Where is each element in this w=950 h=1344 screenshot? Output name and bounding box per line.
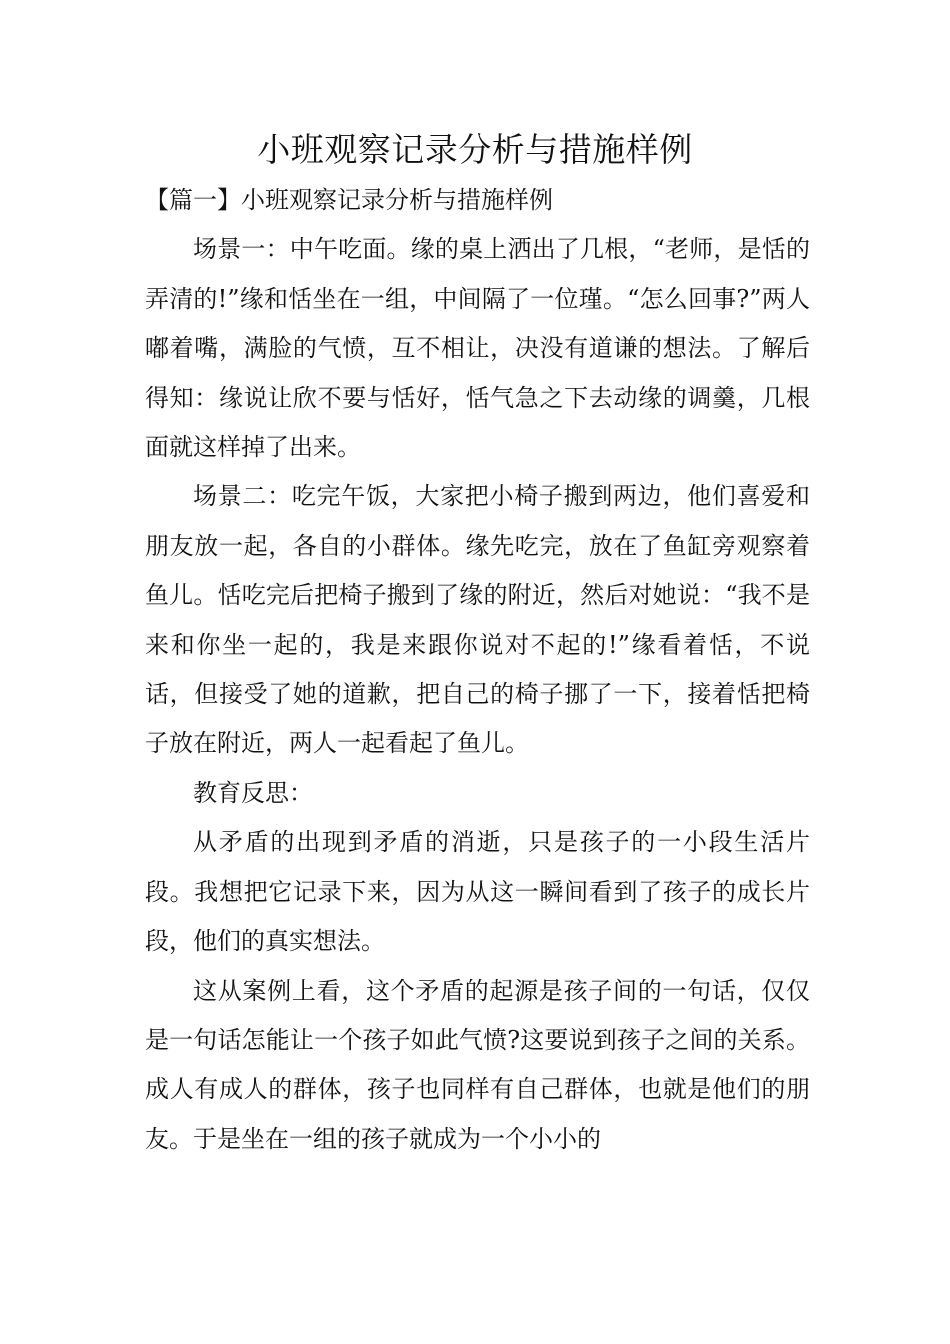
paragraph-reflection-two: 这从案例上看，这个矛盾的起源是孩子间的一句话，仅仅是一句话怎能让一个孩子如此气愤?这要说到孩子之间的关系。成人有成人的群体，孩子也同样有自己群体，也就是他们的朋友。于是坐在一组的孩子就成为一个小小的	[145, 976, 810, 1153]
paragraph-reflection-one: 从矛盾的出现到矛盾的消逝，只是孩子的一小段生活片段。我想把它记录下来，因为从这一瞬间看到了孩子的成长片段，他们的真实想法。	[145, 828, 810, 956]
paragraph-scene-one: 场景一：中午吃面。缘的桌上洒出了几根，“老师，是恬的弄清的!”缘和恬坐在一组，中间隔了一位瑾。“怎么回事?”两人嘟着嘴，满脸的气愤，互不相让，决没有道谦的想法。了解后得知：缘说让欣不要与恬好，恬气急之下去动缘的调羹，几根面就这样掉了出来。	[145, 235, 810, 462]
paragraph-scene-two: 场景二：吃完午饭，大家把小椅子搬到两边，他们喜爱和朋友放一起，各自的小群体。缘先吃完，放在了鱼缸旁观察着鱼儿。恬吃完后把椅子搬到了缘的附近，然后对她说：“我不是来和你坐一起的，我是来跟你说对不起的!”缘看着恬，不说话，但接受了她的道歉，把自己的椅子挪了一下，接着恬把椅子放在附近，两人一起看起了鱼儿。	[145, 482, 810, 758]
document-title: 小班观察记录分析与措施样例	[257, 130, 693, 169]
section-heading: 【篇一】小班观察记录分析与措施样例	[145, 186, 553, 214]
document-body	[145, 176, 810, 1164]
paragraph-reflection-heading: 教育反思：	[193, 778, 313, 807]
